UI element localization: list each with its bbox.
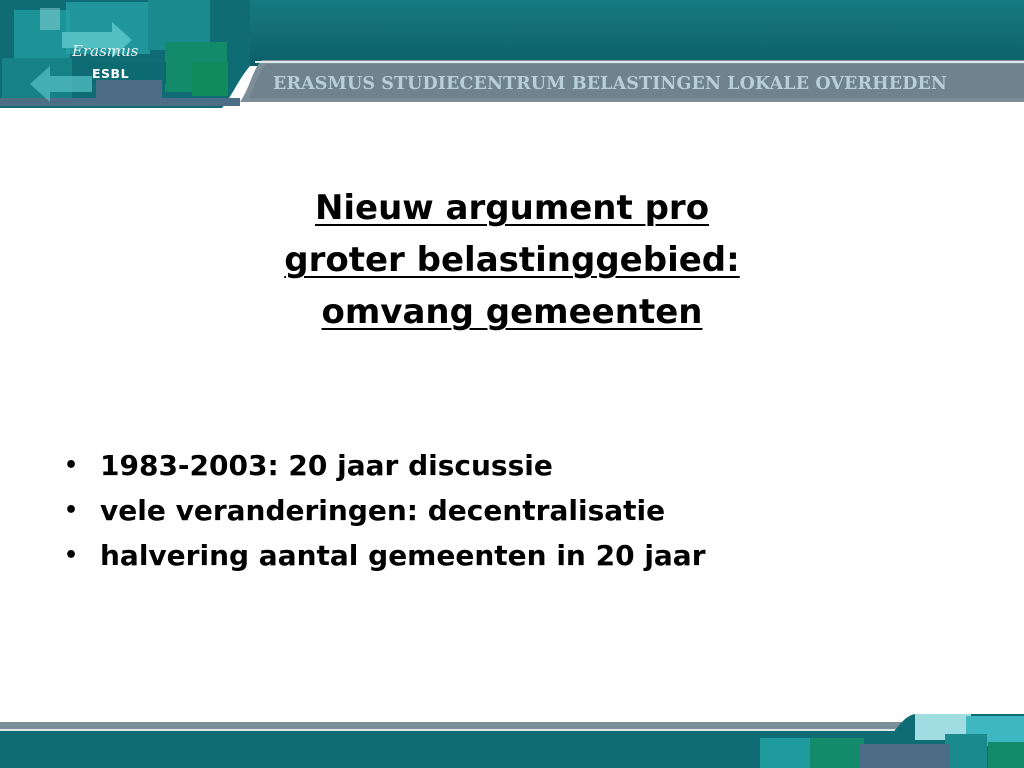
bullet-list [60, 443, 980, 578]
bullet-text: halvering aantal gemeenten in 20 jaar [100, 539, 706, 572]
bullet-item [60, 443, 980, 488]
bullet-dot-icon: • [64, 498, 79, 523]
logo-abbreviation: ESBL [92, 66, 130, 81]
bullet-item [60, 533, 980, 578]
footer-background [0, 712, 1024, 768]
footer-banner [0, 712, 1024, 768]
bullet-dot-icon: • [64, 543, 79, 568]
organization-name: ERASMUS STUDIECENTRUM BELASTINGEN LOKALE OVERHEDEN [273, 74, 948, 94]
bullet-item [60, 488, 980, 533]
header-banner [0, 0, 1024, 108]
slide-title [0, 182, 1024, 338]
bullet-dot-icon: • [64, 453, 79, 478]
title-line-2: groter belastinggebied: [284, 240, 740, 280]
bullet-text: 1983-2003: 20 jaar discussie [100, 449, 553, 482]
bullet-text: vele veranderingen: decentralisatie [100, 494, 666, 527]
title-line-3: omvang gemeenten [321, 292, 703, 332]
title-line-1: Nieuw argument pro [314, 188, 710, 228]
logo-script-text: Erasmus [72, 42, 139, 60]
